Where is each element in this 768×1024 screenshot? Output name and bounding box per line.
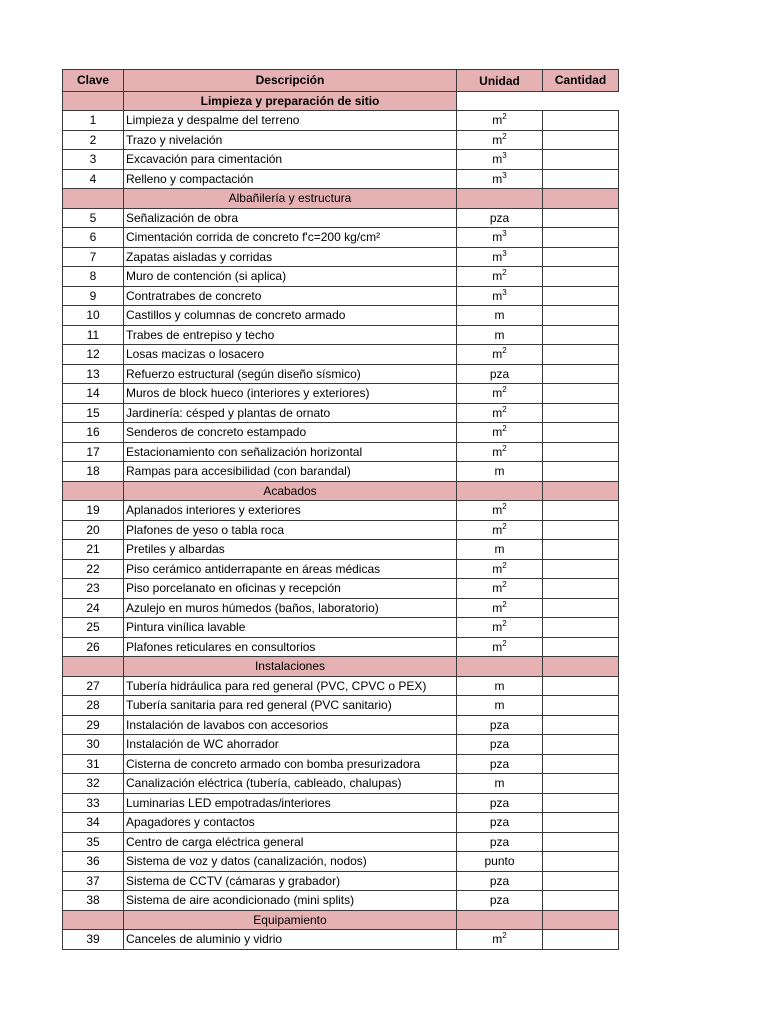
- table-row: [63, 306, 619, 326]
- unit-text: m: [494, 464, 505, 479]
- clave-cell: 15: [63, 403, 124, 423]
- section-row: [63, 910, 619, 930]
- clave-cell: 13: [63, 364, 124, 384]
- unit-text: m: [494, 308, 505, 323]
- unit-exponent: 2: [502, 599, 507, 609]
- table-row: [63, 150, 619, 170]
- clave-cell: 1: [63, 111, 124, 131]
- clave-cell: 16: [63, 423, 124, 443]
- unit-exponent: 2: [502, 580, 507, 590]
- unit-text: m: [492, 581, 503, 596]
- clave-cell: 17: [63, 442, 124, 462]
- clave-cell: 3: [63, 150, 124, 170]
- section-clave-cell: [63, 481, 124, 501]
- description-cell: Tubería sanitaria para red general (PVC sanitario): [124, 696, 457, 716]
- unit-cell: [457, 832, 543, 852]
- unit-text: pza: [489, 756, 510, 771]
- quantity-cell[interactable]: [543, 871, 619, 891]
- table-row: [63, 442, 619, 462]
- table-row: [63, 891, 619, 911]
- quantity-cell[interactable]: [543, 501, 619, 521]
- quantities-table: [62, 69, 619, 950]
- unit-cell: [457, 325, 543, 345]
- unit-cell: [457, 735, 543, 755]
- unit-cell: [457, 130, 543, 150]
- unit-text: pza: [489, 795, 510, 810]
- section-qty-cell: [543, 189, 619, 209]
- quantity-cell[interactable]: [543, 715, 619, 735]
- unit-text: m: [492, 386, 503, 401]
- description-cell: Rampas para accesibilidad (con barandal): [124, 462, 457, 482]
- clave-cell: 22: [63, 559, 124, 579]
- table-row: [63, 423, 619, 443]
- unit-cell: [457, 540, 543, 560]
- table-row: [63, 462, 619, 482]
- description-cell: Instalación de lavabos con accesorios: [124, 715, 457, 735]
- clave-cell: 29: [63, 715, 124, 735]
- quantity-cell[interactable]: [543, 696, 619, 716]
- section-title: Equipamiento: [124, 910, 457, 930]
- quantity-cell[interactable]: [543, 423, 619, 443]
- description-cell: Jardinería: césped y plantas de ornato: [124, 403, 457, 423]
- clave-cell: 35: [63, 832, 124, 852]
- table-row: [63, 247, 619, 267]
- quantity-cell[interactable]: [543, 403, 619, 423]
- unit-cell: [457, 774, 543, 794]
- quantity-cell[interactable]: [543, 676, 619, 696]
- unit-exponent: 3: [502, 287, 507, 297]
- unit-text: pza: [489, 834, 510, 849]
- unit-text: pza: [489, 873, 510, 888]
- clave-cell: 18: [63, 462, 124, 482]
- unit-exponent: 2: [502, 424, 507, 434]
- section-qty-cell: [543, 657, 619, 677]
- unit-text: m: [492, 522, 503, 537]
- unit-cell: [457, 579, 543, 599]
- section-clave-cell: [63, 189, 124, 209]
- clave-cell: 32: [63, 774, 124, 794]
- quantity-cell[interactable]: [543, 579, 619, 599]
- section-unit-cell: [457, 189, 543, 209]
- unit-cell: [457, 754, 543, 774]
- quantity-cell[interactable]: [543, 559, 619, 579]
- quantity-cell[interactable]: [543, 618, 619, 638]
- description-cell: Pintura vinílica lavable: [124, 618, 457, 638]
- unit-cell: [457, 871, 543, 891]
- unit-text: m: [494, 327, 505, 342]
- table-row: [63, 754, 619, 774]
- quantity-cell[interactable]: [543, 891, 619, 911]
- clave-cell: 28: [63, 696, 124, 716]
- unit-cell: [457, 228, 543, 248]
- quantity-cell[interactable]: [543, 637, 619, 657]
- quantity-cell[interactable]: [543, 384, 619, 404]
- unit-exponent: 2: [502, 404, 507, 414]
- description-cell: Excavación para cimentación: [124, 150, 457, 170]
- description-cell: Zapatas aisladas y corridas: [124, 247, 457, 267]
- unit-cell: [457, 169, 543, 189]
- description-cell: Señalización de obra: [124, 208, 457, 228]
- table-body: [63, 91, 619, 949]
- quantity-cell[interactable]: [543, 267, 619, 287]
- unit-cell: [457, 852, 543, 872]
- unit-exponent: 3: [502, 170, 507, 180]
- unit-exponent: 2: [502, 443, 507, 453]
- header-descripcion: Descripción: [124, 70, 457, 92]
- section-qty-cell: [543, 910, 619, 930]
- table-row: [63, 618, 619, 638]
- description-cell: Piso cerámico antiderrapante en áreas médicas: [124, 559, 457, 579]
- unit-text: m: [492, 405, 503, 420]
- description-cell: Luminarias LED empotradas/interiores: [124, 793, 457, 813]
- table-row: [63, 832, 619, 852]
- quantity-cell[interactable]: [543, 169, 619, 189]
- table-row: [63, 130, 619, 150]
- section-clave-cell: [63, 910, 124, 930]
- description-cell: Castillos y columnas de concreto armado: [124, 306, 457, 326]
- section-row: [63, 481, 619, 501]
- unit-cell: [457, 345, 543, 365]
- clave-cell: 7: [63, 247, 124, 267]
- unit-exponent: 2: [502, 268, 507, 278]
- unit-cell: [457, 891, 543, 911]
- clave-cell: 23: [63, 579, 124, 599]
- table-row: [63, 208, 619, 228]
- unit-exponent: 2: [502, 385, 507, 395]
- unit-text: m: [492, 269, 503, 284]
- unit-cell: [457, 442, 543, 462]
- unit-text: m: [492, 249, 503, 264]
- unit-cell: [457, 208, 543, 228]
- unit-text: pza: [489, 717, 510, 732]
- unit-text: m: [492, 639, 503, 654]
- unit-cell: [457, 462, 543, 482]
- unit-cell: [457, 384, 543, 404]
- unit-cell: [457, 676, 543, 696]
- quantity-cell[interactable]: [543, 832, 619, 852]
- unit-exponent: 2: [502, 502, 507, 512]
- clave-cell: 24: [63, 598, 124, 618]
- unit-text: m: [494, 678, 505, 693]
- quantity-cell[interactable]: [543, 208, 619, 228]
- unit-exponent: 3: [502, 229, 507, 239]
- unit-text: m: [494, 698, 505, 713]
- unit-cell: [457, 150, 543, 170]
- quantity-cell[interactable]: [543, 813, 619, 833]
- clave-cell: 14: [63, 384, 124, 404]
- quantity-cell[interactable]: [543, 598, 619, 618]
- description-cell: Estacionamiento con señalización horizontal: [124, 442, 457, 462]
- table-row: [63, 871, 619, 891]
- section-row: [63, 91, 619, 111]
- unit-text: m: [492, 503, 503, 518]
- table-row: [63, 559, 619, 579]
- header-clave: Clave: [63, 70, 124, 92]
- table-row: [63, 111, 619, 131]
- quantity-cell[interactable]: [543, 306, 619, 326]
- unit-exponent: 2: [502, 931, 507, 941]
- table-row: [63, 637, 619, 657]
- quantity-cell[interactable]: [543, 793, 619, 813]
- table-row: [63, 793, 619, 813]
- unit-text: m: [492, 444, 503, 459]
- unit-text: m: [492, 561, 503, 576]
- unit-text: m: [492, 152, 503, 167]
- description-cell: Cimentación corrida de concreto f'c=200 kg/cm²: [124, 228, 457, 248]
- table-row: [63, 852, 619, 872]
- table-row: [63, 715, 619, 735]
- unit-text: punto: [484, 854, 515, 869]
- description-cell: Sistema de CCTV (cámaras y grabador): [124, 871, 457, 891]
- clave-cell: 2: [63, 130, 124, 150]
- table-row: [63, 774, 619, 794]
- description-cell: Plafones de yeso o tabla roca: [124, 520, 457, 540]
- table-row: [63, 579, 619, 599]
- unit-text: pza: [489, 210, 510, 225]
- unit-text: pza: [489, 815, 510, 830]
- clave-cell: 19: [63, 501, 124, 521]
- description-cell: Trazo y nivelación: [124, 130, 457, 150]
- section-title: Limpieza y preparación de sitio: [124, 91, 457, 111]
- unit-text: m: [494, 542, 505, 557]
- quantity-cell[interactable]: [543, 852, 619, 872]
- unit-exponent: 2: [502, 131, 507, 141]
- quantity-cell[interactable]: [543, 364, 619, 384]
- section-unit-cell: [457, 657, 543, 677]
- unit-cell: [457, 364, 543, 384]
- unit-exponent: 2: [502, 112, 507, 122]
- description-cell: Losas macizas o losacero: [124, 345, 457, 365]
- description-cell: Aplanados interiores y exteriores: [124, 501, 457, 521]
- unit-exponent: 3: [502, 151, 507, 161]
- clave-cell: 30: [63, 735, 124, 755]
- unit-text: pza: [489, 366, 510, 381]
- clave-cell: 25: [63, 618, 124, 638]
- unit-text: m: [492, 347, 503, 362]
- clave-cell: 21: [63, 540, 124, 560]
- description-cell: Refuerzo estructural (según diseño sísmico): [124, 364, 457, 384]
- clave-cell: 9: [63, 286, 124, 306]
- table-row: [63, 228, 619, 248]
- unit-text: m: [492, 425, 503, 440]
- description-cell: Senderos de concreto estampado: [124, 423, 457, 443]
- description-cell: Cisterna de concreto armado con bomba presurizadora: [124, 754, 457, 774]
- clave-cell: 4: [63, 169, 124, 189]
- clave-cell: 10: [63, 306, 124, 326]
- header-row: [63, 70, 619, 92]
- clave-cell: 33: [63, 793, 124, 813]
- unit-exponent: 2: [502, 521, 507, 531]
- unit-text: pza: [489, 893, 510, 908]
- unit-text: m: [492, 600, 503, 615]
- quantity-cell[interactable]: [543, 325, 619, 345]
- table-row: [63, 345, 619, 365]
- quantity-cell[interactable]: [543, 345, 619, 365]
- unit-text: pza: [489, 737, 510, 752]
- section-row: [63, 657, 619, 677]
- unit-text: m: [492, 132, 503, 147]
- unit-exponent: 2: [502, 638, 507, 648]
- description-cell: Tubería hidráulica para red general (PVC, CPVC o PEX): [124, 676, 457, 696]
- header-unidad: Unidad: [457, 70, 543, 92]
- section-title: Instalaciones: [124, 657, 457, 677]
- clave-cell: 36: [63, 852, 124, 872]
- unit-exponent: 2: [502, 619, 507, 629]
- unit-cell: [457, 618, 543, 638]
- section-row: [63, 189, 619, 209]
- unit-cell: [457, 111, 543, 131]
- section-clave-cell: [63, 657, 124, 677]
- table-row: [63, 169, 619, 189]
- unit-cell: [457, 930, 543, 950]
- description-cell: Piso porcelanato en oficinas y recepción: [124, 579, 457, 599]
- quantity-cell[interactable]: [543, 735, 619, 755]
- section-qty-cell: [543, 481, 619, 501]
- description-cell: Limpieza y despalme del terreno: [124, 111, 457, 131]
- unit-exponent: 2: [502, 346, 507, 356]
- table-row: [63, 676, 619, 696]
- table-row: [63, 735, 619, 755]
- table-row: [63, 813, 619, 833]
- header-cantidad: Cantidad: [543, 70, 619, 92]
- description-cell: Instalación de WC ahorrador: [124, 735, 457, 755]
- table-row: [63, 930, 619, 950]
- table-row: [63, 364, 619, 384]
- unit-cell: [457, 598, 543, 618]
- clave-cell: 38: [63, 891, 124, 911]
- description-cell: Plafones reticulares en consultorios: [124, 637, 457, 657]
- unit-text: m: [492, 230, 503, 245]
- description-cell: Muro de contención (si aplica): [124, 267, 457, 287]
- unit-cell: [457, 813, 543, 833]
- quantity-cell[interactable]: [543, 930, 619, 950]
- description-cell: Muros de block hueco (interiores y exteriores): [124, 384, 457, 404]
- unit-cell: [457, 286, 543, 306]
- quantity-cell[interactable]: [543, 228, 619, 248]
- section-unit-cell: [457, 910, 543, 930]
- unit-cell: [457, 247, 543, 267]
- section-title: Albañilería y estructura: [124, 189, 457, 209]
- table-row: [63, 267, 619, 287]
- table-row: [63, 384, 619, 404]
- unit-text: m: [492, 113, 503, 128]
- description-cell: Sistema de aire acondicionado (mini splits): [124, 891, 457, 911]
- unit-cell: [457, 559, 543, 579]
- table-row: [63, 403, 619, 423]
- section-title: Acabados: [124, 481, 457, 501]
- quantity-cell[interactable]: [543, 754, 619, 774]
- clave-cell: 39: [63, 930, 124, 950]
- description-cell: Relleno y compactación: [124, 169, 457, 189]
- description-cell: Apagadores y contactos: [124, 813, 457, 833]
- quantity-cell[interactable]: [543, 247, 619, 267]
- quantity-cell[interactable]: [543, 774, 619, 794]
- unit-cell: [457, 403, 543, 423]
- unit-cell: [457, 306, 543, 326]
- unit-cell: [457, 520, 543, 540]
- table-row: [63, 501, 619, 521]
- description-cell: Azulejo en muros húmedos (baños, laboratorio): [124, 598, 457, 618]
- unit-text: m: [492, 288, 503, 303]
- quantity-cell[interactable]: [543, 442, 619, 462]
- unit-text: m: [494, 776, 505, 791]
- description-cell: Sistema de voz y datos (canalización, nodos): [124, 852, 457, 872]
- section-clave-cell: [63, 91, 124, 111]
- quantity-cell[interactable]: [543, 520, 619, 540]
- clave-cell: 8: [63, 267, 124, 287]
- table-row: [63, 540, 619, 560]
- unit-cell: [457, 637, 543, 657]
- table-row: [63, 696, 619, 716]
- description-cell: Centro de carga eléctrica general: [124, 832, 457, 852]
- clave-cell: 31: [63, 754, 124, 774]
- table-row: [63, 325, 619, 345]
- section-unit-cell: [457, 481, 543, 501]
- clave-cell: 5: [63, 208, 124, 228]
- unit-exponent: 2: [502, 560, 507, 570]
- unit-text: m: [492, 171, 503, 186]
- clave-cell: 12: [63, 345, 124, 365]
- quantity-cell[interactable]: [543, 111, 619, 131]
- quantity-cell[interactable]: [543, 462, 619, 482]
- clave-cell: 34: [63, 813, 124, 833]
- clave-cell: 27: [63, 676, 124, 696]
- quantity-cell[interactable]: [543, 286, 619, 306]
- quantity-cell[interactable]: [543, 540, 619, 560]
- unit-exponent: 3: [502, 248, 507, 258]
- clave-cell: 26: [63, 637, 124, 657]
- description-cell: Canceles de aluminio y vidrio: [124, 930, 457, 950]
- unit-cell: [457, 696, 543, 716]
- clave-cell: 20: [63, 520, 124, 540]
- unit-cell: [457, 267, 543, 287]
- description-cell: Trabes de entrepiso y techo: [124, 325, 457, 345]
- table-row: [63, 598, 619, 618]
- unit-text: m: [492, 932, 503, 947]
- unit-cell: [457, 423, 543, 443]
- unit-cell: [457, 793, 543, 813]
- description-cell: Pretiles y albardas: [124, 540, 457, 560]
- quantity-cell[interactable]: [543, 130, 619, 150]
- table-row: [63, 286, 619, 306]
- clave-cell: 11: [63, 325, 124, 345]
- table-row: [63, 520, 619, 540]
- quantity-cell[interactable]: [543, 150, 619, 170]
- unit-cell: [457, 501, 543, 521]
- description-cell: Canalización eléctrica (tubería, cableado, chalupas): [124, 774, 457, 794]
- clave-cell: 37: [63, 871, 124, 891]
- description-cell: Contratrabes de concreto: [124, 286, 457, 306]
- unit-text: m: [492, 620, 503, 635]
- unit-cell: [457, 715, 543, 735]
- clave-cell: 6: [63, 228, 124, 248]
